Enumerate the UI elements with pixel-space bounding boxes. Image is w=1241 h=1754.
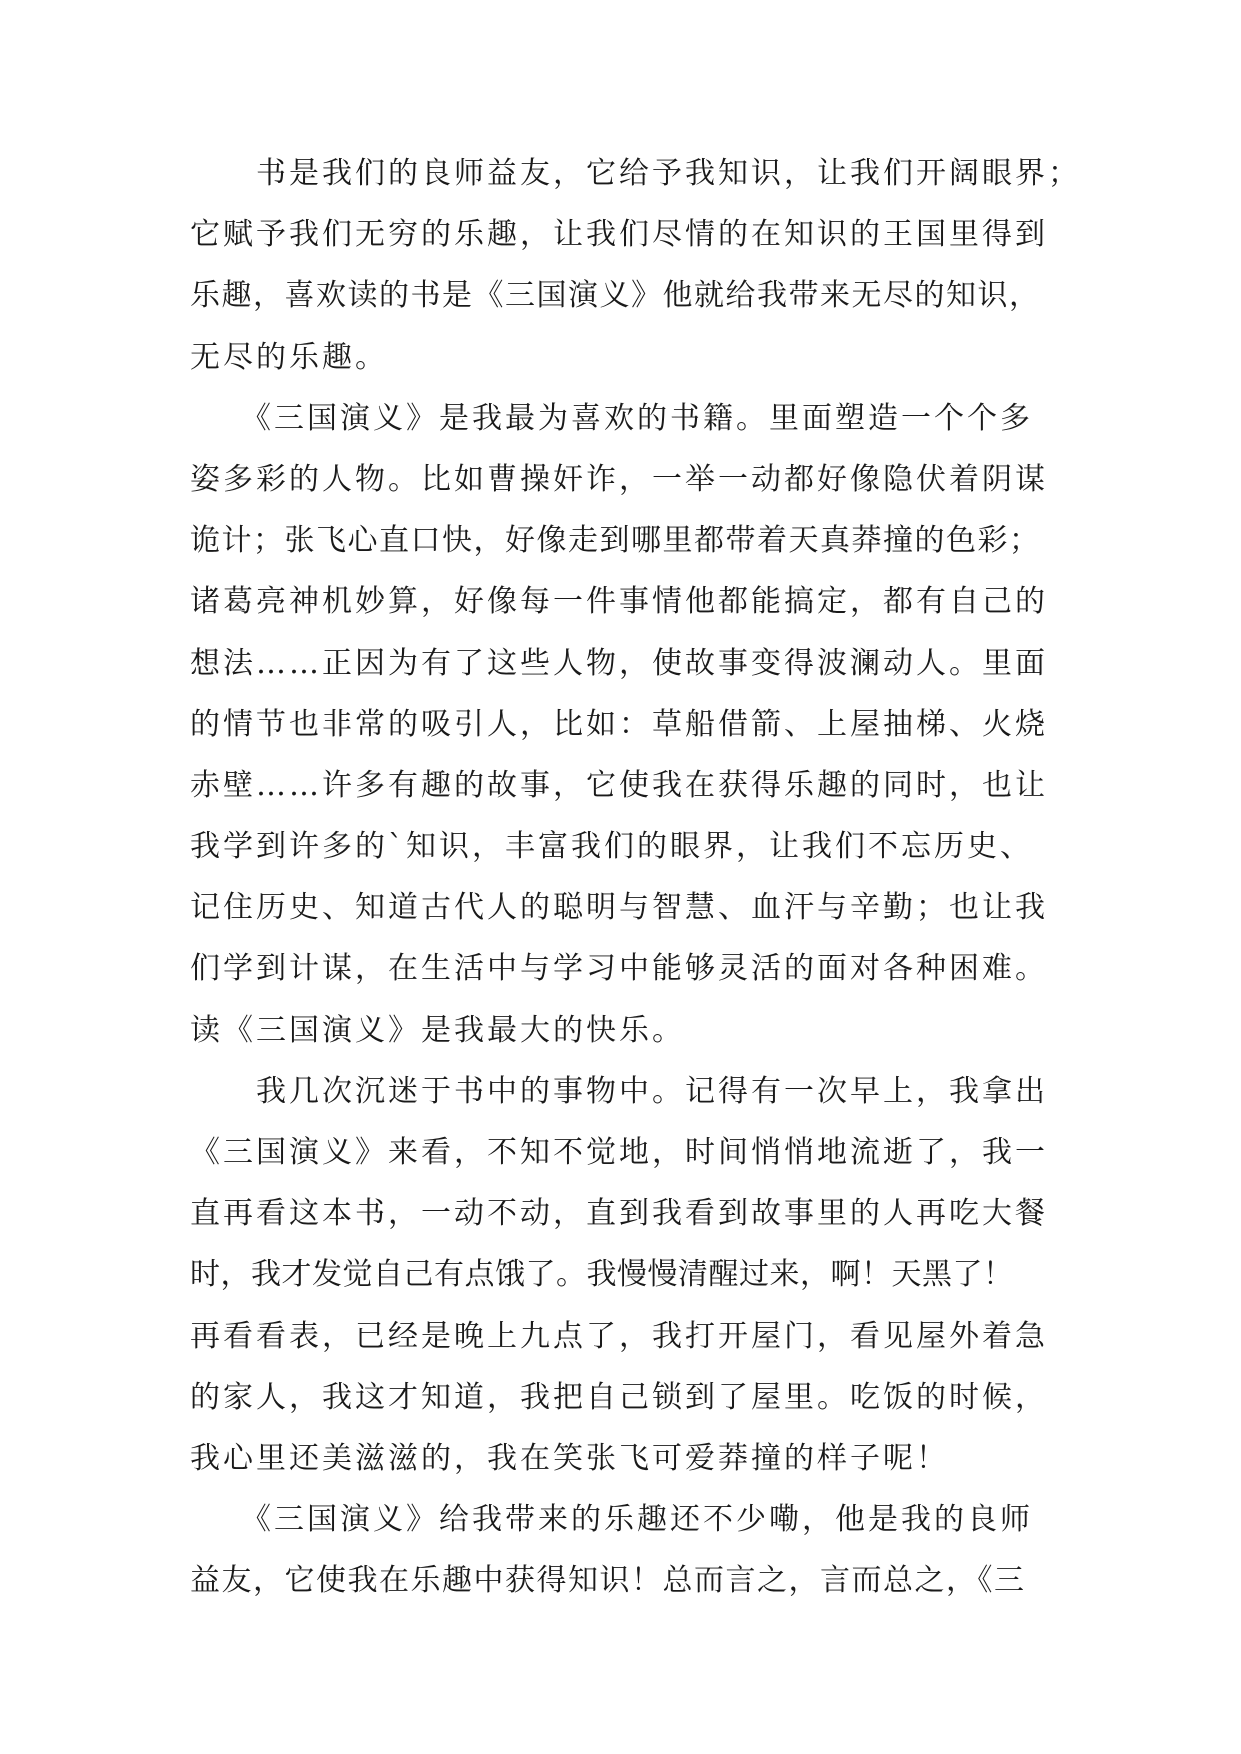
text-line: 赤壁……许多有趣的故事，它使我在获得乐趣的同时，也让: [190, 767, 1048, 803]
text-line: 想法……正因为有了这些人物，使故事变得波澜动人。里面: [190, 645, 1048, 681]
text-line: 我心里还美滋滋的，我在笑张飞可爱莽撞的样子呢！: [190, 1440, 949, 1476]
text-line: 们学到计谋，在生活中与学习中能够灵活的面对各种困难。: [190, 951, 1048, 987]
text-line: 我学到许多的`知识，丰富我们的眼界，让我们不忘历史、: [190, 829, 1033, 865]
text-line: 乐趣，喜欢读的书是《三国演义》他就给我带来无尽的知识，: [190, 278, 1041, 314]
text-line: 《三国演义》给我带来的乐趣还不少嘞，他是我的良师: [190, 1502, 1033, 1538]
text-line: 诡计；张飞心直口快，好像走到哪里都带着天真莽撞的色彩；: [190, 523, 1041, 559]
text-line: 的家人，我这才知道，我把自己锁到了屋里。吃饭的时候，: [190, 1379, 1048, 1415]
text-line: 读《三国演义》是我最大的快乐。: [190, 1012, 685, 1048]
text-line: 它赋予我们无穷的乐趣，让我们尽情的在知识的王国里得到: [190, 217, 1048, 253]
text-line: 无尽的乐趣。: [190, 339, 388, 375]
text-line: 直再看这本书，一动不动，直到我看到故事里的人再吃大餐: [190, 1196, 1048, 1232]
text-line: 《三国演义》是我最为喜欢的书籍。里面塑造一个个多: [190, 400, 1033, 436]
text-line: 再看看表，已经是晚上九点了，我打开屋门，看见屋外着急: [190, 1318, 1048, 1354]
text-line: 时，我才发觉自己有点饿了。我慢慢清醒过来，啊！天黑了！: [190, 1257, 1014, 1293]
text-line: 益友，它使我在乐趣中获得知识！总而言之，言而总之，《三: [190, 1563, 1026, 1599]
text-line: 《三国演义》来看，不知不觉地，时间悄悄地流逝了，我一: [190, 1135, 1048, 1170]
text-line: 姿多彩的人物。比如曹操奸诈，一举一动都好像隐伏着阴谋: [190, 461, 1048, 497]
text-line: 我几次沉迷于书中的事物中。记得有一次早上，我拿出: [190, 1073, 1048, 1109]
text-line: 诸葛亮神机妙算，好像每一件事情他都能搞定，都有自己的: [190, 584, 1048, 620]
text-line: 的情节也非常的吸引人，比如：草船借箭、上屋抽梯、火烧: [190, 706, 1048, 742]
essay-body: [190, 156, 1081, 1626]
text-line: 记住历史、知道古代人的聪明与智慧、血汗与辛勤；也让我: [190, 890, 1048, 926]
text-line: 书是我们的良师益友，它给予我知识，让我们开阔眼界；: [190, 156, 1081, 191]
